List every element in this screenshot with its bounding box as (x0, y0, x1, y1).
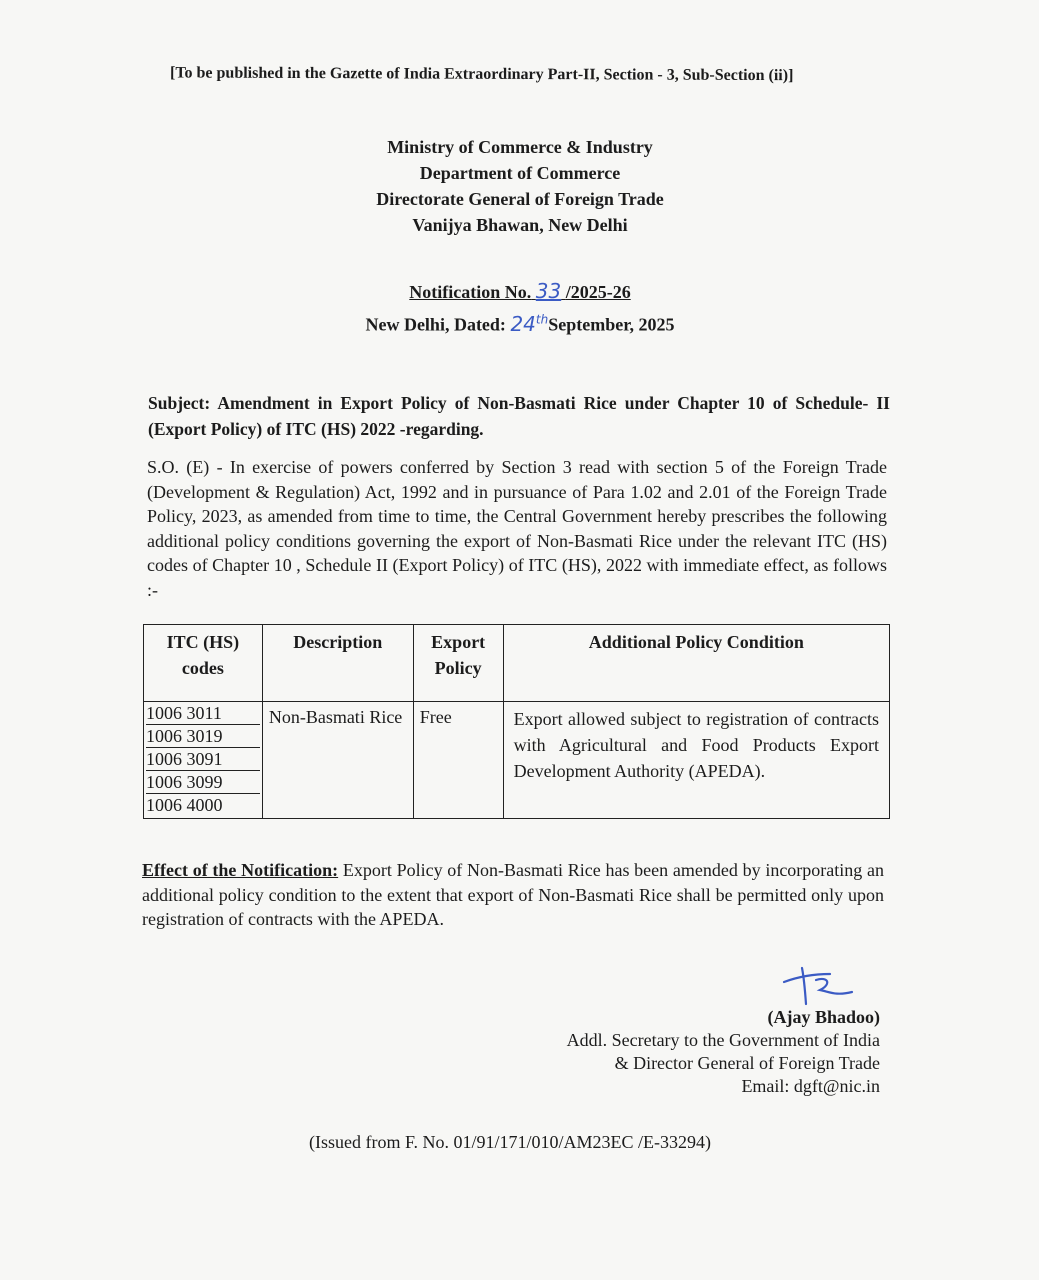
notification-prefix: Notification No. (409, 282, 532, 302)
signatory-designation: Addl. Secretary to the Government of India (566, 1030, 880, 1050)
issuing-authority-header (320, 134, 720, 238)
signatory-block (480, 1006, 880, 1098)
itc-code: 1006 4000 (146, 795, 223, 815)
header-itc-codes: ITC (HS) codes (144, 625, 263, 702)
header-export-policy: Export Policy (413, 625, 503, 702)
policy-table (143, 624, 890, 819)
notification-year: /2025-26 (565, 282, 631, 302)
cell-additional-condition: Export allowed subject to registration of contracts with Agricultural and Food Products Export Development Authority (APEDA). (503, 702, 889, 819)
table-row (144, 702, 890, 819)
itc-code: 1006 3019 (146, 725, 260, 748)
notification-number-handwritten: 33 (535, 279, 562, 303)
date-month-year: September, 2025 (548, 314, 675, 335)
notification-number-line (300, 278, 740, 306)
date-prefix: New Delhi, Dated: (365, 314, 506, 335)
effect-paragraph (142, 858, 884, 932)
order-paragraph: S.O. (E) - In exercise of powers conferred by Section 3 read with section 5 of the Foreign Trade (Development & Regulation) Act, 1992 and in pursuance of Para 1.02 and 2.01 of the Foreign Trade Policy, 2023, as amended from time to time, the Central Government hereby prescribes the following additional policy conditions governing the export of Non-Basmati Rice under the relevant ITC (HS) codes of Chapter 10 , Schedule II (Export Policy) of ITC (HS), 2022 with immediate effect, as follows :- (147, 457, 887, 600)
signatory-designation-2: & Director General of Foreign Trade (614, 1053, 880, 1073)
directorate-name: Directorate General of Foreign Trade (376, 189, 664, 209)
subject-label: Subject: (148, 393, 211, 413)
header-description: Description (262, 625, 413, 702)
notification-date-line (300, 306, 740, 339)
date-day-handwritten: 24th (510, 311, 549, 336)
itc-code: 1006 3011 (146, 702, 260, 725)
gazette-publication-line: [To be published in the Gazette of India Extraordinary Part-II, Section - 3, Sub-Section (ii)] (169, 64, 794, 85)
effect-label: Effect of the Notification: (142, 860, 339, 880)
signature-mark (772, 962, 862, 1010)
file-reference: (Issued from F. No. 01/91/171/010/AM23EC /E-33294) (308, 1132, 712, 1152)
effect-text: Export Policy of Non-Basmati Rice has been amended by incorporating an additional policy condition to the extent that export of Non-Basmati Rice shall be permitted only upon registration of contracts with the APEDA. (142, 860, 885, 929)
cell-export-policy: Free (413, 702, 503, 819)
itc-code: 1006 3091 (146, 748, 260, 771)
signatory-email: Email: dgft@nic.in (741, 1076, 880, 1096)
signatory-name: (Ajay Bhadoo) (767, 1007, 880, 1027)
office-address: Vanijya Bhawan, New Delhi (412, 215, 628, 235)
subject-line (148, 390, 890, 442)
header-additional-condition: Additional Policy Condition (503, 625, 889, 702)
notification-heading (300, 278, 740, 339)
subject-text: Amendment in Export Policy of Non-Basmati Rice under Chapter 10 of Schedule- II (Export Policy) of ITC (HS) 2022 -regarding. (148, 393, 890, 439)
ministry-name: Ministry of Commerce & Industry (387, 137, 653, 157)
department-name: Department of Commerce (419, 163, 621, 183)
cell-itc-codes (144, 702, 263, 819)
itc-code: 1006 3099 (146, 771, 260, 794)
table-header-row (144, 625, 890, 702)
cell-description: Non-Basmati Rice (262, 702, 413, 819)
